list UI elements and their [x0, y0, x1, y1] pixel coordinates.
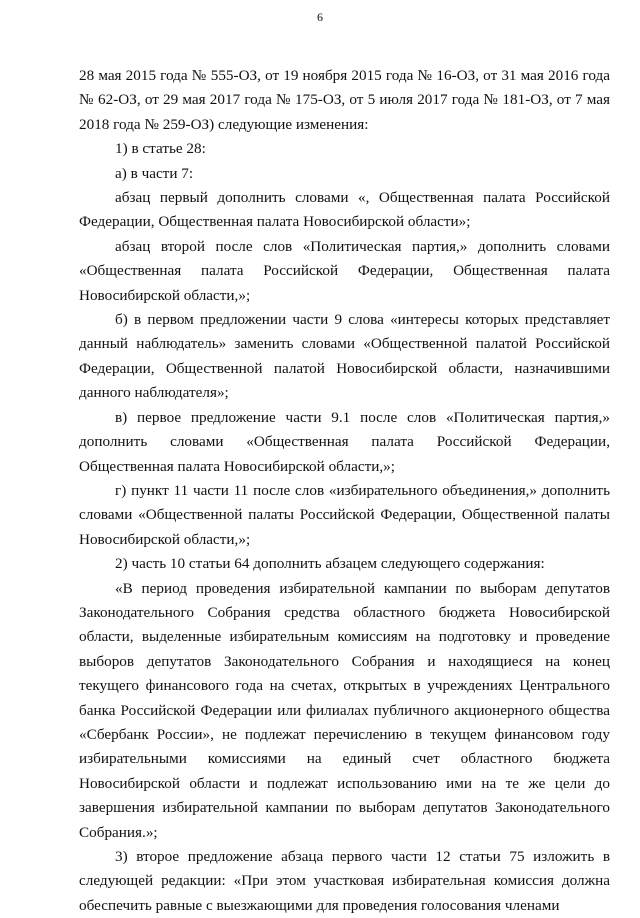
paragraph-item-3: 3) второе предложение абзаца первого части 12 статьи 75 изложить в следующей редакции: «При этом участковая избирательная комиссия должна обеспечить равные с выезжающими для проведения голосования членами: [79, 848, 610, 914]
paragraph-amendment-second-abzac: абзац второй после слов «Политическая партия,» дополнить словами «Общественная палата Российской Федерации, Общественная палата Новосибирской области,»;: [79, 237, 610, 304]
paragraph-item-1: 1) в статье 28:: [115, 140, 206, 158]
page-number: 6: [317, 10, 323, 24]
paragraph-amendment-first-abzac: абзац первый дополнить словами «, Общественная палата Российской Федерации, Общественная палата Новосибирской области»;: [79, 189, 610, 231]
paragraph-subitem-b: б) в первом предложении части 9 слова «интересы которых представляет данный наблюдатель» заменить словами «Общественной палатой Российской Федерации, Общественной палатой Новосибирской области, назначившими данного наблюдателя»;: [79, 311, 610, 402]
document-body: [79, 64, 610, 918]
paragraph-subitem-a: а) в части 7:: [115, 164, 194, 182]
paragraph-subitem-g: г) пункт 11 части 11 после слов «избирательного объединения,» дополнить словами «Общественной палаты Российской Федерации, Общественной палаты Новосибирской области,»;: [79, 481, 610, 548]
paragraph-continuation: 28 мая 2015 года № 555-ОЗ, от 19 ноября 2015 года № 16-ОЗ, от 31 мая 2016 года № 62-ОЗ, от 29 мая 2017 года № 175-ОЗ, от 5 июля 2017 года № 181-ОЗ, от 7 мая 2018 года № 259-ОЗ) следующие изменения:: [79, 67, 610, 133]
paragraph-quoted-text: «В период проведения избирательной кампании по выборам депутатов Законодательного Собрания средства областного бюджета Новосибирской области, выделенные избирательным комиссиям на подготовку и проведение выборов депутатов Законодательного Собрания и находящиеся на конец текущего финансового года на счетах, открытых в учреждениях Центрального банка Российской Федерации или филиалах публичного акционерного общества «Сбербанк России», не подлежат перечислению в текущем финансовом году избирательными комиссиями на единый счет областного бюджета Новосибирской области и подлежат использованию ими на те же цели до завершения избирательной кампании по выборам депутатов Законодательного Собрания.»;: [79, 579, 610, 841]
paragraph-subitem-v: в) первое предложение части 9.1 после слов «Политическая партия,» дополнить словами «Общественная палата Российской Федерации, Общественная палата Новосибирской области,»;: [79, 408, 610, 475]
paragraph-item-2: 2) часть 10 статьи 64 дополнить абзацем следующего содержания:: [115, 555, 545, 573]
